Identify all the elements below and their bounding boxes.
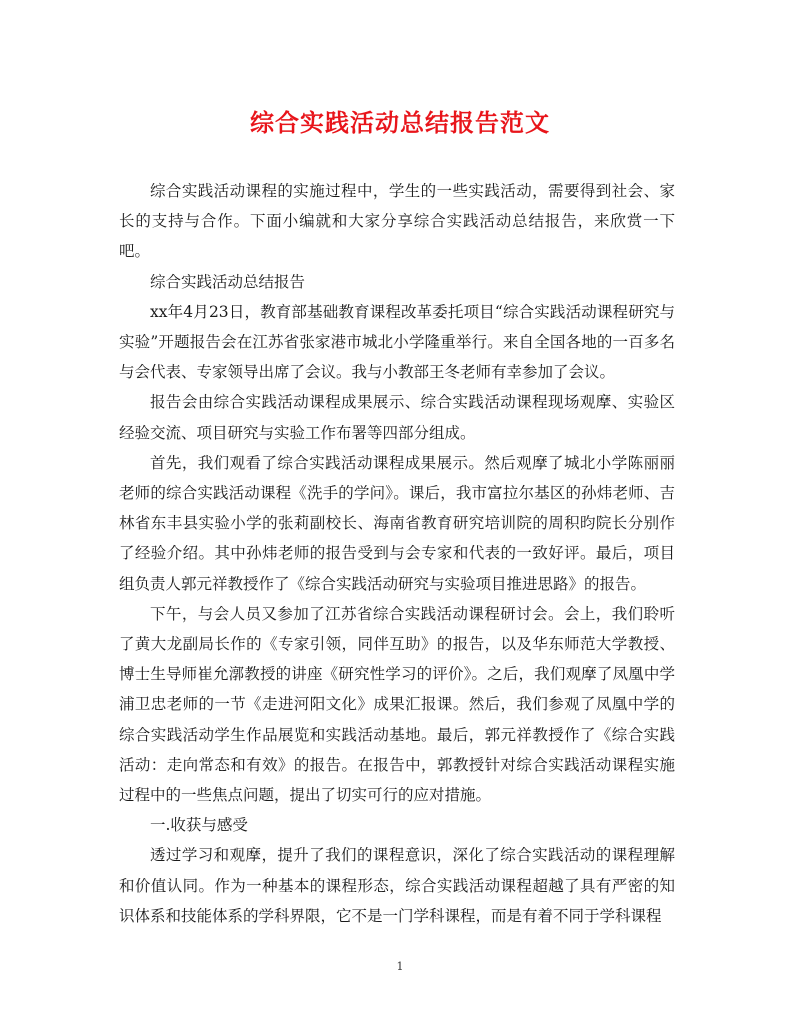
document-body — [119, 176, 675, 931]
paragraph-morning: 首先，我们观看了综合实践活动课程成果展示。然后观摩了城北小学陈丽丽老师的综合实践活动课程《洗手的学问》。课后，我市富拉尔基区的孙炜老师、吉林省东丰县实验小学的张莉副校长、海南省教育研究培训院的周积昀院长分别作了经验介绍。其中孙炜老师的报告受到与会专家和代表的一致好评。最后，项目组负责人郭元祥教授作了《综合实践活动研究与实验项目推进思路》的报告。 — [119, 453, 675, 593]
paragraph-meeting: xx年4月23日，教育部基础教育课程改革委托项目“综合实践活动课程研究与实验”开题报告会在江苏省张家港市城北小学隆重举行。来自全国各地的一百多名与会代表、专家领导出席了会议。我与小教部王冬老师有幸参加了会议。 — [119, 302, 675, 382]
section-heading: 一.收获与感受 — [150, 816, 248, 835]
paragraph-gains: 透过学习和观摩，提升了我们的课程意识，深化了综合实践活动的课程理解和价值认同。作为一种基本的课程形态，综合实践活动课程超越了具有严密的知识体系和技能体系的学科界限，它不是一门学科课程，而是有着不同于学科课程 — [119, 846, 675, 925]
paragraph-intro: 综合实践活动课程的实施过程中，学生的一些实践活动，需要得到社会、家长的支持与合作。下面小编就和大家分享综合实践活动总结报告，来欣赏一下吧。 — [119, 182, 675, 261]
paragraph-subtitle: 综合实践活动总结报告 — [150, 272, 306, 291]
page-number: 1 — [396, 960, 404, 973]
paragraph-afternoon: 下午，与会人员又参加了江苏省综合实践活动课程研讨会。会上，我们聆听了黄大龙副局长作的《专家引领，同伴互助》的报告，以及华东师范大学教授、博士生导师崔允漷教授的讲座《研究性学习的评价》。之后，我们观摩了凤凰中学浦卫忠老师的一节《走进河阳文化》成果汇报课。然后，我们参观了凤凰中学的综合实践活动学生作品展览和实践活动基地。最后，郭元祥教授作了《综合实践活动：走向常态和有效》的报告。在报告中，郭教授针对综合实践活动课程实施过程中的一些焦点问题，提出了切实可行的应对措施。 — [119, 604, 675, 805]
document-title: 综合实践活动总结报告范文 — [250, 108, 550, 137]
paragraph-structure: 报告会由综合实践活动课程成果展示、综合实践活动课程现场观摩、实验区经验交流、项目研究与实验工作布署等四部分组成。 — [119, 393, 675, 442]
